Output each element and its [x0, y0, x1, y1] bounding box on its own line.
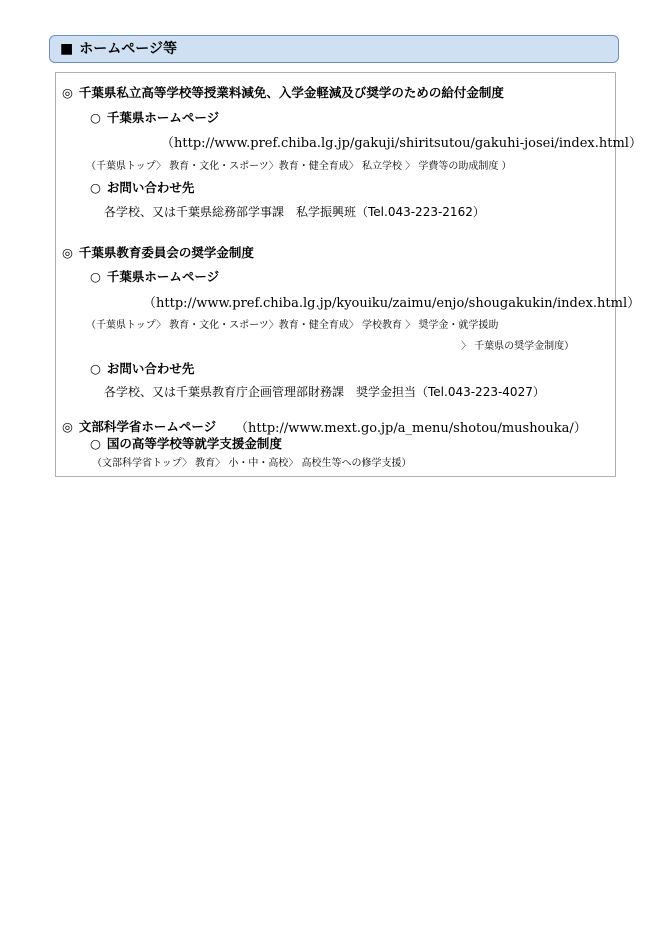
section-1-contact-text: 各学校、又は千葉県総務部学事課 私学振興班（Tel.043-223-2162） — [104, 205, 485, 219]
section-1-homepage: ○ 千葉県ホームページ — [90, 110, 220, 125]
section-3-path: （文部科学省トップ〉 教育〉 小・中・高校〉 高校生等への修学支援） — [92, 458, 412, 469]
section-2-title: ◎ 千葉県教育委員会の奨学金制度 — [62, 245, 254, 260]
double-circle-icon: ◎ — [62, 245, 73, 260]
section-1-url[interactable]: （http://www.pref.chiba.lg.jp/gakuji/shiritsutou/gakuhi-josei/index.html） — [161, 136, 642, 151]
circle-bullet-icon: ○ — [90, 436, 101, 451]
section-2-path: （千葉県トップ〉 教育・文化・スポーツ〉教育・健全育成〉 学校教育 〉 奨学金・就学援助 — [86, 320, 499, 331]
section-2-contact-text: 各学校、又は千葉県教育庁企画管理部財務課 奨学金担当（Tel.043-223-4027） — [104, 385, 545, 399]
circle-bullet-icon: ○ — [90, 361, 101, 376]
section-3-url[interactable]: （http://www.mext.go.jp/a_menu/shotou/mushouka/） — [235, 421, 587, 436]
section-2-url[interactable]: （http://www.pref.chiba.lg.jp/kyouiku/zaimu/enjo/shougakukin/index.html） — [143, 296, 641, 311]
section-3-sub: ○ 国の高等学校等就学支援金制度 — [90, 436, 282, 451]
circle-bullet-icon: ○ — [90, 180, 101, 195]
double-circle-icon: ◎ — [62, 85, 73, 100]
circle-bullet-icon: ○ — [90, 110, 101, 125]
section-1-contact: ○ お問い合わせ先 — [90, 180, 195, 195]
section-header — [49, 35, 619, 63]
square-bullet-icon: ■ — [60, 41, 74, 57]
header-title: ホームページ等 — [79, 41, 177, 57]
section-1-title: ◎ 千葉県私立高等学校等授業料減免、入学金軽減及び奨学のための給付金制度 — [62, 85, 504, 100]
section-2-contact: ○ お問い合わせ先 — [90, 361, 195, 376]
circle-bullet-icon: ○ — [90, 269, 101, 284]
section-2-path-cont: 〉 千葉県の奨学金制度） — [461, 341, 575, 352]
section-2-homepage: ○ 千葉県ホームページ — [90, 269, 220, 284]
section-1-path: （千葉県トップ〉 教育・文化・スポーツ〉教育・健全育成〉 私立学校 〉 学費等の助成制度 ） — [86, 161, 512, 172]
double-circle-icon: ◎ — [62, 419, 73, 434]
section-3-title: ◎ 文部科学省ホームページ — [62, 419, 217, 434]
